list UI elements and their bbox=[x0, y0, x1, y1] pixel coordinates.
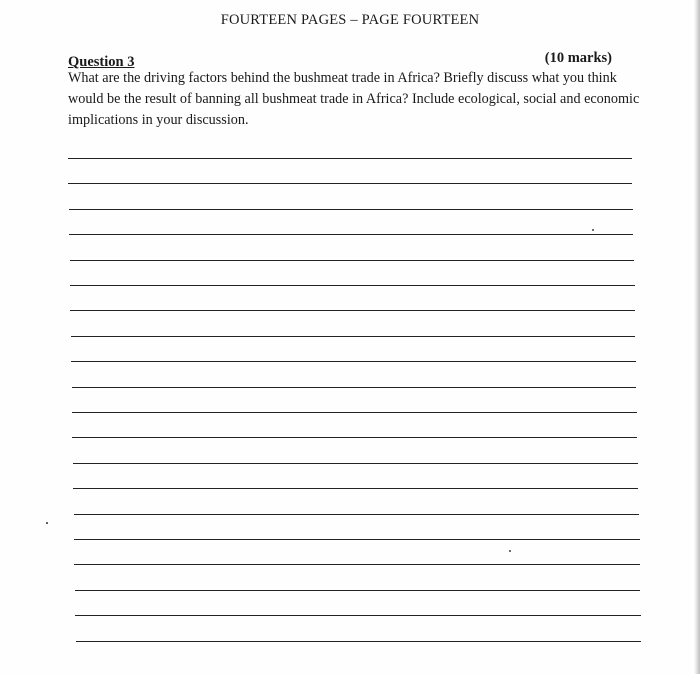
page-edge-shadow bbox=[694, 0, 700, 674]
question-text: What are the driving factors behind the bushmeat trade in Africa? Briefly discuss what you think would be the result of banning all bushmeat trade in Africa? Include ecological, social and economic implications in your discussion. bbox=[68, 70, 640, 128]
answer-line bbox=[72, 387, 637, 388]
answer-line bbox=[69, 209, 633, 210]
answer-line bbox=[72, 437, 637, 438]
answer-line bbox=[75, 615, 641, 616]
paper-speck bbox=[592, 229, 594, 231]
answer-line bbox=[71, 361, 636, 362]
answer-line bbox=[72, 412, 637, 413]
answer-line bbox=[74, 514, 639, 515]
question-label: Question 3 bbox=[68, 54, 135, 70]
answer-line bbox=[76, 641, 642, 642]
page-header: FOURTEEN PAGES – PAGE FOURTEEN bbox=[220, 12, 480, 28]
question-marks: (10 marks) bbox=[544, 50, 612, 66]
paper-speck bbox=[509, 550, 511, 552]
answer-line bbox=[70, 310, 635, 311]
paper-speck bbox=[46, 522, 48, 524]
answer-line bbox=[74, 539, 640, 540]
answer-line bbox=[73, 463, 638, 464]
answer-line bbox=[68, 183, 632, 184]
answer-line bbox=[70, 260, 634, 261]
answer-line bbox=[75, 590, 641, 591]
answer-line bbox=[70, 285, 635, 286]
answer-line bbox=[73, 488, 638, 489]
answer-line bbox=[68, 158, 632, 159]
answer-line bbox=[71, 336, 636, 337]
answer-line bbox=[74, 564, 640, 565]
answer-line bbox=[69, 234, 633, 235]
